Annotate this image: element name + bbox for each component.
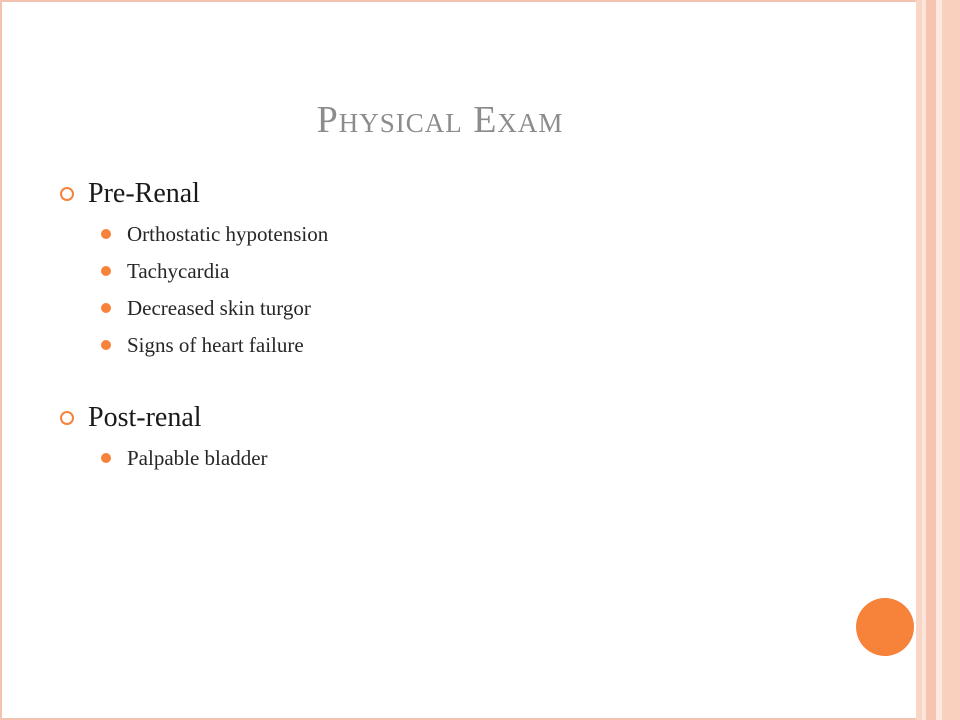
section-pre-renal (60, 172, 840, 364)
bullet-level2 (60, 440, 840, 477)
bullet-level2 (60, 253, 840, 290)
list-item: Orthostatic hypotension (127, 222, 329, 246)
filled-dot-icon (101, 453, 111, 463)
accent-circle-icon (856, 598, 914, 656)
filled-dot-icon (101, 266, 111, 276)
bullet-level1 (60, 396, 840, 440)
frame-top-border (0, 0, 920, 2)
bullet-level2 (60, 216, 840, 253)
section-post-renal (60, 396, 840, 477)
slide-content (60, 172, 840, 477)
list-item: Palpable bladder (127, 446, 268, 470)
filled-dot-icon (101, 340, 111, 350)
bullet-level2 (60, 327, 840, 364)
decorative-stripes (916, 0, 960, 720)
section-heading: Post-renal (88, 402, 202, 433)
stripe (926, 0, 936, 720)
list-item: Signs of heart failure (127, 333, 304, 357)
circle-outline-icon (60, 187, 74, 201)
list-item: Tachycardia (127, 259, 230, 283)
list-item: Decreased skin turgor (127, 296, 311, 320)
slide-title: Physical Exam (316, 99, 564, 141)
section-heading: Pre-Renal (88, 178, 200, 209)
stripe (942, 0, 960, 720)
bullet-level1 (60, 172, 840, 216)
circle-outline-icon (60, 411, 74, 425)
filled-dot-icon (101, 229, 111, 239)
filled-dot-icon (101, 303, 111, 313)
bullet-level2 (60, 290, 840, 327)
